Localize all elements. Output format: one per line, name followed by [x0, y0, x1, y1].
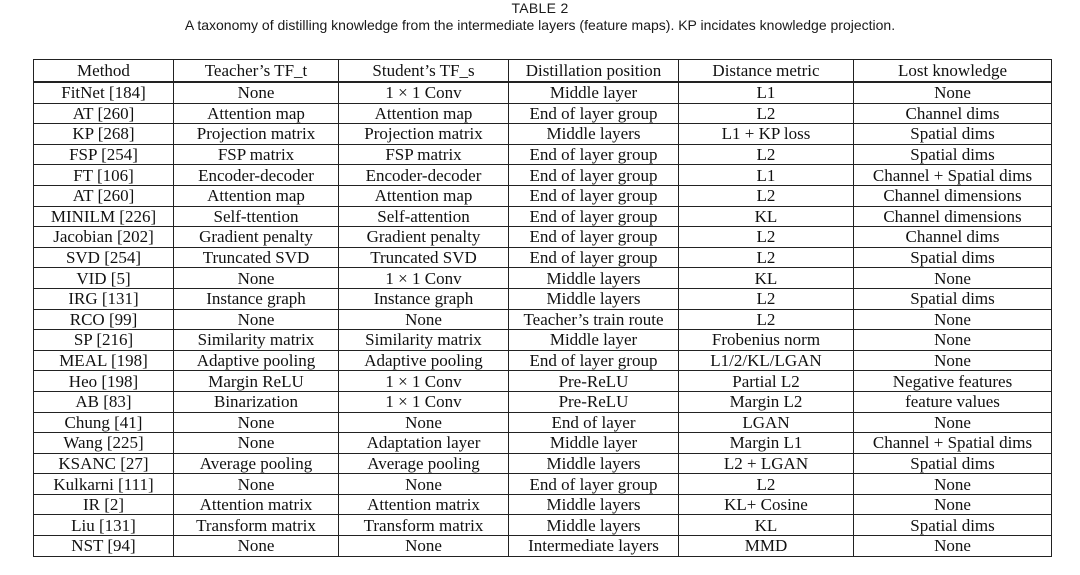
distillation-position-cell: Pre-ReLU: [509, 391, 679, 412]
distillation-position-cell: Middle layer: [509, 330, 679, 351]
student-tf-cell: Truncated SVD: [339, 247, 509, 268]
student-tf-cell: Attention map: [339, 185, 509, 206]
table-row: [34, 206, 1052, 227]
lost-knowledge-cell: None: [854, 474, 1052, 495]
method-cell: FT [106]: [34, 165, 174, 186]
header-teacher-tf: Teacher’s TF_t: [174, 60, 339, 83]
method-cell: AB [83]: [34, 391, 174, 412]
teacher-tf-cell: Similarity matrix: [174, 330, 339, 351]
lost-knowledge-cell: Spatial dims: [854, 247, 1052, 268]
method-cell: Heo [198]: [34, 371, 174, 392]
distance-metric-cell: L2: [679, 227, 854, 248]
distance-metric-cell: L2: [679, 247, 854, 268]
student-tf-cell: Average pooling: [339, 453, 509, 474]
teacher-tf-cell: Transform matrix: [174, 515, 339, 536]
student-tf-cell: Gradient penalty: [339, 227, 509, 248]
distillation-position-cell: End of layer group: [509, 227, 679, 248]
lost-knowledge-cell: None: [854, 494, 1052, 515]
teacher-tf-cell: Instance graph: [174, 288, 339, 309]
distance-metric-cell: L2: [679, 474, 854, 495]
distillation-position-cell: Middle layers: [509, 515, 679, 536]
distance-metric-cell: L1 + KP loss: [679, 124, 854, 145]
teacher-tf-cell: None: [174, 536, 339, 557]
student-tf-cell: None: [339, 474, 509, 495]
table-row: [34, 474, 1052, 495]
distillation-position-cell: Middle layer: [509, 82, 679, 103]
student-tf-cell: 1 × 1 Conv: [339, 391, 509, 412]
distillation-position-cell: Teacher’s train route: [509, 309, 679, 330]
method-cell: FSP [254]: [34, 144, 174, 165]
table-row: [34, 494, 1052, 515]
student-tf-cell: Attention matrix: [339, 494, 509, 515]
lost-knowledge-cell: None: [854, 412, 1052, 433]
table-row: [34, 515, 1052, 536]
distance-metric-cell: L2: [679, 309, 854, 330]
distillation-position-cell: End of layer group: [509, 185, 679, 206]
method-cell: Wang [225]: [34, 433, 174, 454]
taxonomy-table: [33, 59, 1052, 557]
distillation-position-cell: End of layer group: [509, 350, 679, 371]
student-tf-cell: Similarity matrix: [339, 330, 509, 351]
student-tf-cell: None: [339, 536, 509, 557]
table-row: [34, 330, 1052, 351]
teacher-tf-cell: Average pooling: [174, 453, 339, 474]
table-row: [34, 309, 1052, 330]
teacher-tf-cell: None: [174, 268, 339, 289]
student-tf-cell: 1 × 1 Conv: [339, 371, 509, 392]
method-cell: SP [216]: [34, 330, 174, 351]
teacher-tf-cell: None: [174, 82, 339, 103]
student-tf-cell: Transform matrix: [339, 515, 509, 536]
method-cell: FitNet [184]: [34, 82, 174, 103]
distillation-position-cell: End of layer group: [509, 103, 679, 124]
lost-knowledge-cell: None: [854, 82, 1052, 103]
teacher-tf-cell: Encoder-decoder: [174, 165, 339, 186]
student-tf-cell: None: [339, 412, 509, 433]
distillation-position-cell: End of layer group: [509, 165, 679, 186]
lost-knowledge-cell: Spatial dims: [854, 453, 1052, 474]
lost-knowledge-cell: None: [854, 536, 1052, 557]
student-tf-cell: Instance graph: [339, 288, 509, 309]
table-row: [34, 412, 1052, 433]
distillation-position-cell: Middle layers: [509, 494, 679, 515]
distance-metric-cell: KL+ Cosine: [679, 494, 854, 515]
table-row: [34, 227, 1052, 248]
teacher-tf-cell: Attention matrix: [174, 494, 339, 515]
teacher-tf-cell: Margin ReLU: [174, 371, 339, 392]
distance-metric-cell: KL: [679, 515, 854, 536]
lost-knowledge-cell: None: [854, 309, 1052, 330]
distillation-position-cell: End of layer: [509, 412, 679, 433]
table-row: [34, 103, 1052, 124]
teacher-tf-cell: Gradient penalty: [174, 227, 339, 248]
distillation-position-cell: End of layer group: [509, 206, 679, 227]
method-cell: KP [268]: [34, 124, 174, 145]
lost-knowledge-cell: feature values: [854, 391, 1052, 412]
table-caption: A taxonomy of distilling knowledge from the intermediate layers (feature maps). KP incidates knowledge projection.: [184, 17, 896, 33]
distillation-position-cell: End of layer group: [509, 474, 679, 495]
table-row: [34, 288, 1052, 309]
table-header-row: [34, 60, 1052, 83]
method-cell: Liu [131]: [34, 515, 174, 536]
student-tf-cell: Attention map: [339, 103, 509, 124]
student-tf-cell: 1 × 1 Conv: [339, 82, 509, 103]
method-cell: AT [260]: [34, 185, 174, 206]
distance-metric-cell: L1: [679, 82, 854, 103]
distance-metric-cell: MMD: [679, 536, 854, 557]
lost-knowledge-cell: Spatial dims: [854, 144, 1052, 165]
distance-metric-cell: L2: [679, 144, 854, 165]
method-cell: NST [94]: [34, 536, 174, 557]
header-lost-knowledge: Lost knowledge: [854, 60, 1052, 83]
lost-knowledge-cell: None: [854, 330, 1052, 351]
student-tf-cell: Adaptive pooling: [339, 350, 509, 371]
distance-metric-cell: L2: [679, 288, 854, 309]
teacher-tf-cell: None: [174, 309, 339, 330]
student-tf-cell: 1 × 1 Conv: [339, 268, 509, 289]
distance-metric-cell: Margin L1: [679, 433, 854, 454]
distance-metric-cell: L1/2/KL/LGAN: [679, 350, 854, 371]
table-row: [34, 247, 1052, 268]
method-cell: MINILM [226]: [34, 206, 174, 227]
lost-knowledge-cell: Channel + Spatial dims: [854, 433, 1052, 454]
lost-knowledge-cell: Negative features: [854, 371, 1052, 392]
distance-metric-cell: L2: [679, 185, 854, 206]
table-row: [34, 433, 1052, 454]
teacher-tf-cell: Binarization: [174, 391, 339, 412]
table-row: [34, 536, 1052, 557]
teacher-tf-cell: Projection matrix: [174, 124, 339, 145]
table-row: [34, 371, 1052, 392]
distillation-position-cell: Intermediate layers: [509, 536, 679, 557]
table-row: [34, 350, 1052, 371]
lost-knowledge-cell: Spatial dims: [854, 124, 1052, 145]
lost-knowledge-cell: Channel dims: [854, 227, 1052, 248]
teacher-tf-cell: None: [174, 474, 339, 495]
distillation-position-cell: Middle layer: [509, 433, 679, 454]
distillation-position-cell: End of layer group: [509, 247, 679, 268]
distance-metric-cell: Margin L2: [679, 391, 854, 412]
distillation-position-cell: Middle layers: [509, 453, 679, 474]
lost-knowledge-cell: Spatial dims: [854, 515, 1052, 536]
lost-knowledge-cell: Channel dimensions: [854, 206, 1052, 227]
student-tf-cell: Projection matrix: [339, 124, 509, 145]
method-cell: Jacobian [202]: [34, 227, 174, 248]
table-body: [34, 82, 1052, 556]
method-cell: SVD [254]: [34, 247, 174, 268]
method-cell: RCO [99]: [34, 309, 174, 330]
lost-knowledge-cell: Channel dimensions: [854, 185, 1052, 206]
distillation-position-cell: Middle layers: [509, 124, 679, 145]
student-tf-cell: Encoder-decoder: [339, 165, 509, 186]
student-tf-cell: Adaptation layer: [339, 433, 509, 454]
table-row: [34, 144, 1052, 165]
teacher-tf-cell: Attention map: [174, 185, 339, 206]
table-row: [34, 185, 1052, 206]
header-student-tf: Student’s TF_s: [339, 60, 509, 83]
teacher-tf-cell: FSP matrix: [174, 144, 339, 165]
lost-knowledge-cell: None: [854, 350, 1052, 371]
distance-metric-cell: KL: [679, 206, 854, 227]
method-cell: IRG [131]: [34, 288, 174, 309]
teacher-tf-cell: Adaptive pooling: [174, 350, 339, 371]
table-row: [34, 82, 1052, 103]
method-cell: Chung [41]: [34, 412, 174, 433]
lost-knowledge-cell: Spatial dims: [854, 288, 1052, 309]
distillation-position-cell: Pre-ReLU: [509, 371, 679, 392]
lost-knowledge-cell: None: [854, 268, 1052, 289]
distillation-position-cell: End of layer group: [509, 144, 679, 165]
distance-metric-cell: L2: [679, 103, 854, 124]
header-distillation-position: Distillation position: [509, 60, 679, 83]
method-cell: MEAL [198]: [34, 350, 174, 371]
method-cell: IR [2]: [34, 494, 174, 515]
teacher-tf-cell: Truncated SVD: [174, 247, 339, 268]
distance-metric-cell: L1: [679, 165, 854, 186]
teacher-tf-cell: None: [174, 433, 339, 454]
table-row: [34, 453, 1052, 474]
header-distance-metric: Distance metric: [679, 60, 854, 83]
student-tf-cell: None: [339, 309, 509, 330]
distillation-position-cell: Middle layers: [509, 268, 679, 289]
distillation-position-cell: Middle layers: [509, 288, 679, 309]
distance-metric-cell: LGAN: [679, 412, 854, 433]
method-cell: AT [260]: [34, 103, 174, 124]
table-row: [34, 124, 1052, 145]
teacher-tf-cell: Self-ttention: [174, 206, 339, 227]
table-label: TABLE 2: [511, 0, 569, 16]
distance-metric-cell: KL: [679, 268, 854, 289]
distance-metric-cell: Partial L2: [679, 371, 854, 392]
lost-knowledge-cell: Channel dims: [854, 103, 1052, 124]
distance-metric-cell: L2 + LGAN: [679, 453, 854, 474]
table-row: [34, 165, 1052, 186]
method-cell: Kulkarni [111]: [34, 474, 174, 495]
method-cell: VID [5]: [34, 268, 174, 289]
student-tf-cell: Self-attention: [339, 206, 509, 227]
teacher-tf-cell: None: [174, 412, 339, 433]
table-row: [34, 391, 1052, 412]
lost-knowledge-cell: Channel + Spatial dims: [854, 165, 1052, 186]
student-tf-cell: FSP matrix: [339, 144, 509, 165]
teacher-tf-cell: Attention map: [174, 103, 339, 124]
method-cell: KSANC [27]: [34, 453, 174, 474]
table-row: [34, 268, 1052, 289]
header-method: Method: [34, 60, 174, 83]
distance-metric-cell: Frobenius norm: [679, 330, 854, 351]
